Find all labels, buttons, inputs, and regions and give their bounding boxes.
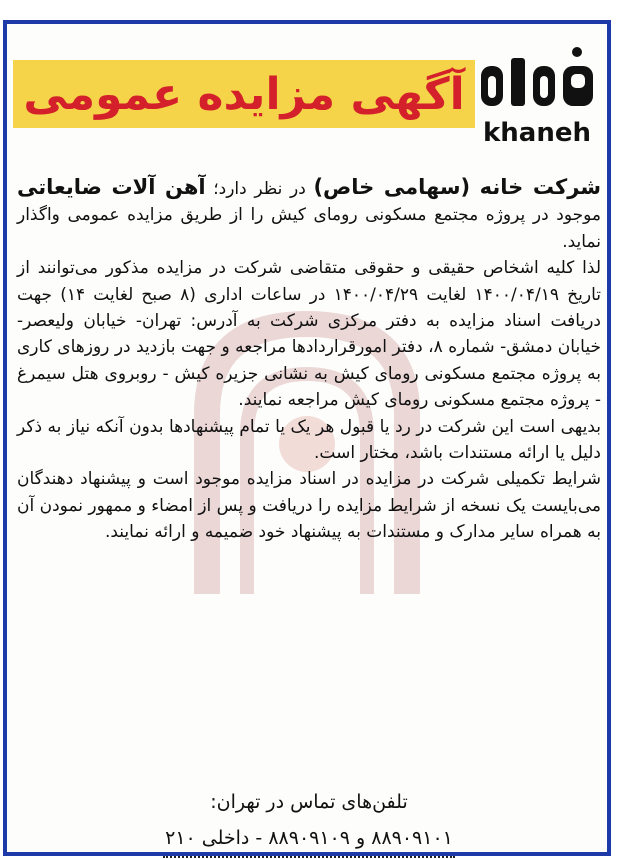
ad-header — [13, 34, 605, 166]
intro-text: موجود در پروژه مجتمع مسکونی رومای کیش را از طریق مزایده عمومی واگذار نماید. — [17, 205, 601, 252]
participation-paragraph: لذا کلیه اشخاص حقیقی و حقوقی متقاضی شرکت در مزایده مذکور می‌توانند از تاریخ ۱۴۰۰/۰۴/۱۹ لغایت ۱۴۰۰/۰۴/۲۹ در ساعات اداری (۸ صبح لغایت ۱۴) جهت دریافت اسناد مزایده به دفتر مرکزی شرکت به آدرس: تهران- خیابان ولیعصر- خیابان دمشق- شماره ۸، دفتر امورقراردادها مراجعه و جهت بازدید در روزهای کاری به پروژه مجتمع مسکونی رومای کیش به نشانی جزیره کیش - روبروی هتل سیمرغ - پروژه مجتمع مسکونی رومای کیش مراجعه نمایند. — [17, 258, 602, 411]
auction-item: آهن آلات ضایعاتی — [17, 175, 206, 199]
contact-label: تلفن‌های تماس در تهران: — [210, 791, 408, 813]
ad-body — [17, 174, 601, 546]
contact-block — [17, 784, 601, 858]
conditions-paragraph: شرایط تکمیلی شرکت در مزایده در اسناد مزایده موجود است و پیشنهاد دهندگان می‌بایست یک نسخه از شرایط مزایده را دریافت و پس از امضاء و ممهور نمودن آن به همراه سایر مدارک و مستندات به پیشنهاد خود ضمیمه و ارائه نمایند. — [17, 469, 601, 543]
banner — [13, 60, 475, 128]
rights-paragraph: بدیهی است این شرکت در رد یا قبول هر یک یا تمام پیشنهادها بدون آنکه نیاز به ذکر دلیل یا ارائه مستندات باشد، مختار است. — [17, 416, 601, 464]
ad-frame — [3, 20, 611, 856]
khaneh-logo-icon — [475, 44, 599, 156]
logo-wordmark: khaneh — [483, 118, 591, 148]
banner-title: آگهی مزایده عمومی — [23, 68, 465, 120]
company-name: شرکت خانه (سهامی خاص) — [313, 175, 601, 199]
lead-paragraph — [17, 174, 601, 255]
contact-phones: ۸۸۹۰۹۱۰۱ و ۸۸۹۰۹۱۰۹ - داخلی ۲۱۰ — [163, 820, 455, 858]
lead-connector: در نظر دارد؛ — [205, 179, 314, 199]
